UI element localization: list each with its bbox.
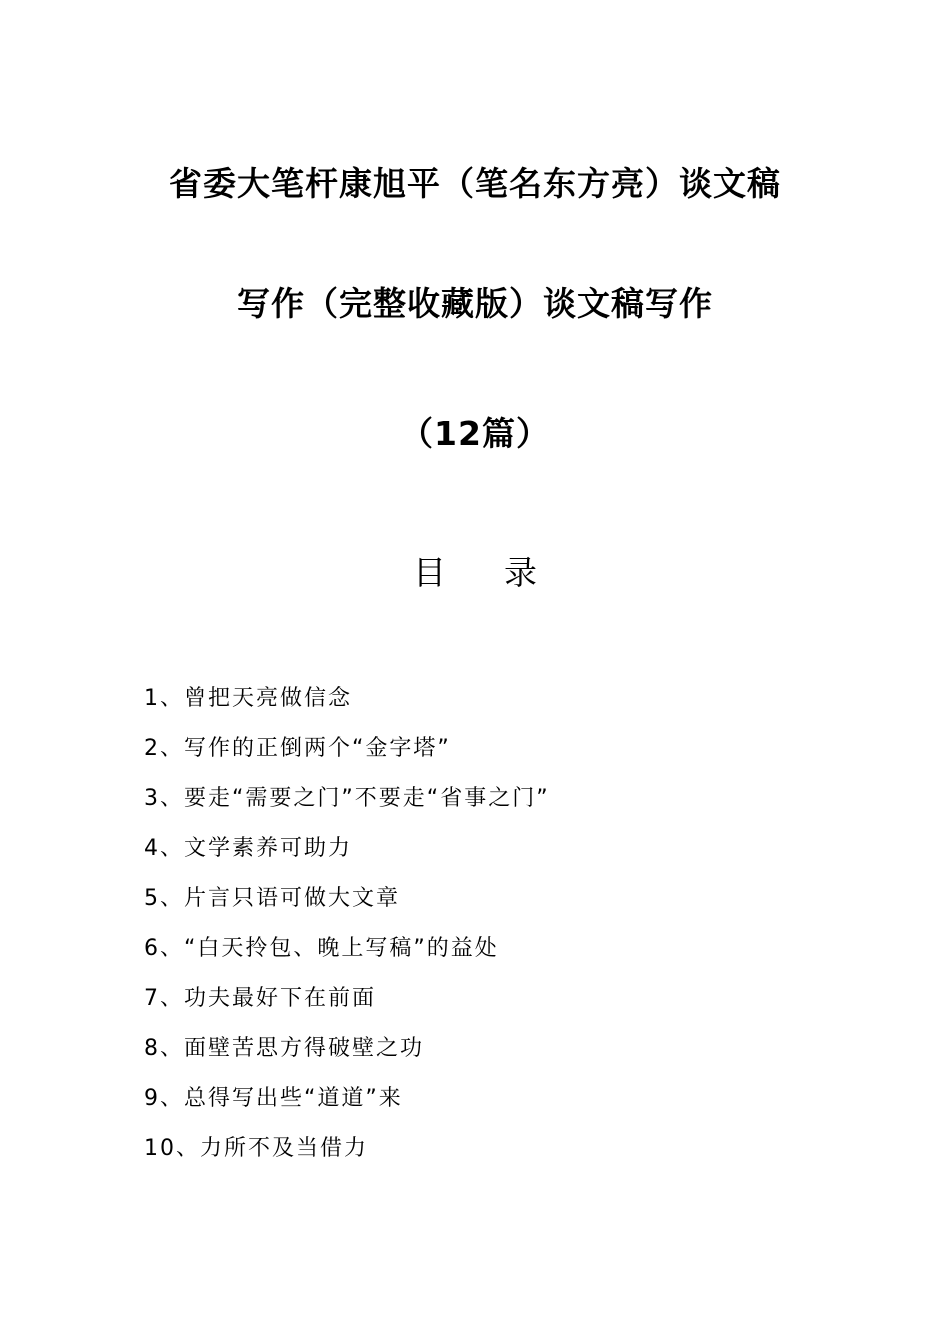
toc-item: 6、“白天拎包、晚上写稿”的益处 — [144, 936, 499, 961]
document-title-line-1: 省委大笔杆康旭平（笔名东方亮）谈文稿 — [169, 164, 781, 203]
toc-item: 9、总得写出些“道道”来 — [144, 1086, 403, 1111]
toc-heading-right: 录 — [504, 553, 537, 592]
toc-list — [144, 683, 550, 1183]
toc-heading — [0, 547, 950, 594]
document-title-count: （12篇） — [400, 414, 550, 453]
document-title-line-2: 写作（完整收藏版）谈文稿写作 — [237, 284, 713, 323]
toc-item: 1、曾把天亮做信念 — [144, 686, 352, 711]
toc-heading-left: 目 — [413, 553, 446, 592]
toc-item: 2、写作的正倒两个“金字塔” — [144, 736, 451, 761]
toc-item: 7、功夫最好下在前面 — [144, 986, 376, 1011]
toc-item: 8、面壁苦思方得破壁之功 — [144, 1036, 424, 1061]
toc-item: 4、文学素养可助力 — [144, 836, 352, 861]
toc-item: 5、片言只语可做大文章 — [144, 886, 400, 911]
toc-item: 3、要走“需要之门”不要走“省事之门” — [144, 786, 550, 811]
toc-item: 10、力所不及当借力 — [144, 1136, 368, 1161]
